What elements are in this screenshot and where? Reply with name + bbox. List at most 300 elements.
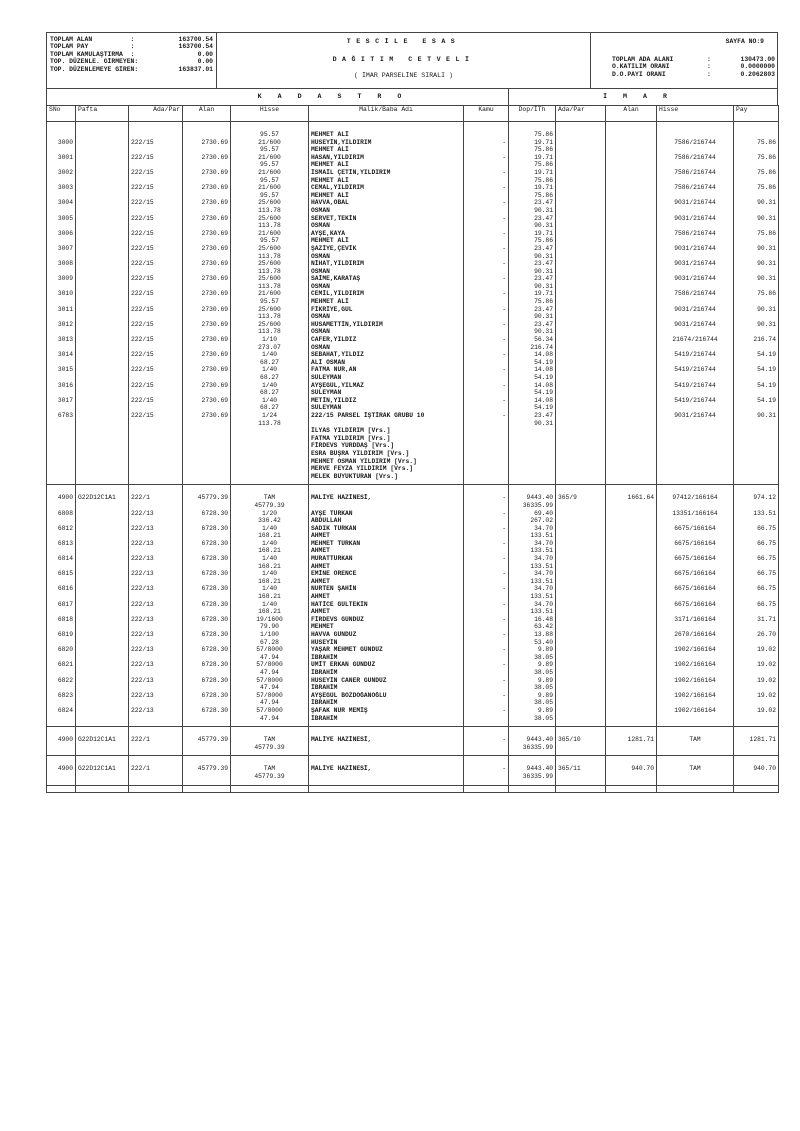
column-header: Alan	[183, 106, 231, 122]
ratio-label: O.KATILIM ORANI	[612, 63, 670, 71]
ada-par-cell	[129, 473, 183, 481]
pay-cell	[734, 639, 779, 647]
ada-par-cell	[129, 344, 183, 352]
table-row	[47, 245, 779, 253]
alan-cell: 2730.69	[183, 351, 231, 359]
hisse-cell: 95.57	[231, 122, 309, 139]
imar-ada-par-cell	[556, 359, 606, 367]
ada-par-cell	[129, 502, 183, 510]
kamu-cell	[464, 344, 509, 352]
hisse-cell: 1/40	[231, 366, 309, 374]
pay-cell	[734, 502, 779, 510]
sub-row	[47, 699, 779, 707]
pafta-cell: G22D12C1A1	[76, 727, 129, 744]
dop-cell: 90.31	[509, 313, 556, 321]
hisse-cell: 47.94	[231, 669, 309, 677]
pafta-cell	[76, 122, 129, 139]
alan-cell: 2730.69	[183, 184, 231, 192]
imar-ada-par-cell	[556, 184, 606, 192]
hisse-cell: 1/40	[231, 525, 309, 533]
table-row	[47, 661, 779, 669]
imar-hisse-cell	[657, 359, 734, 367]
sub-row	[47, 435, 779, 443]
hisse-cell: TAM	[231, 756, 309, 773]
ada-par-cell	[129, 374, 183, 382]
imar-alan-cell	[606, 404, 657, 412]
column-header: Pay	[734, 106, 779, 122]
total-label: TOPLAM PAY :	[50, 43, 135, 51]
ada-par-cell	[129, 328, 183, 336]
sno-cell	[47, 389, 76, 397]
ada-par-cell: 222/15	[129, 245, 183, 253]
imar-ada-par-cell	[556, 290, 606, 298]
dop-cell: 54.19	[509, 404, 556, 412]
imar-alan-cell	[606, 290, 657, 298]
imar-ada-par-cell	[556, 154, 606, 162]
hisse-cell: 1/10	[231, 336, 309, 344]
imar-ada-par-cell	[556, 525, 606, 533]
ada-par-cell	[129, 435, 183, 443]
pafta-cell	[76, 253, 129, 261]
kamu-cell: -	[464, 756, 509, 773]
total-label: TOP. DÜZENLEMEYE GİREN:	[50, 65, 139, 73]
ada-par-cell	[129, 608, 183, 616]
imar-hisse-cell	[657, 450, 734, 458]
imar-alan-cell	[606, 555, 657, 563]
ada-par-cell: 222/13	[129, 540, 183, 548]
imar-hisse-cell: 1902/166164	[657, 646, 734, 654]
imar-hisse-cell	[657, 684, 734, 692]
footer-cell	[47, 785, 76, 792]
table-row	[47, 555, 779, 563]
sub-row	[47, 773, 779, 781]
owner-cell: NİHAT,YILDIRIM	[309, 260, 464, 268]
sno-cell	[47, 608, 76, 616]
sub-row	[47, 374, 779, 382]
pay-cell: 66.75	[734, 555, 779, 563]
sno-cell	[47, 450, 76, 458]
dop-cell: 63.42	[509, 623, 556, 631]
imar-alan-cell: 940.70	[606, 756, 657, 773]
sno-cell: 6812	[47, 525, 76, 533]
sno-cell: 6813	[47, 540, 76, 548]
owner-cell: ŞAFAK NUR MEMİŞ	[309, 707, 464, 715]
dop-cell: 38.05	[509, 669, 556, 677]
footer-cell	[76, 785, 129, 792]
pafta-cell	[76, 184, 129, 192]
footer-cell	[231, 785, 309, 792]
hisse-cell: 95.57	[231, 298, 309, 306]
imar-ada-par-cell	[556, 593, 606, 601]
imar-alan-cell	[606, 623, 657, 631]
owner-cell: HÜSEYİN CANER GÜNDÜZ	[309, 677, 464, 685]
sno-cell	[47, 328, 76, 336]
imar-ada-par-cell	[556, 404, 606, 412]
imar-ada-par-cell	[556, 237, 606, 245]
pafta-cell	[76, 532, 129, 540]
pay-cell: 75.86	[734, 290, 779, 298]
alan-cell	[183, 177, 231, 185]
owner-cell: OSMAN	[309, 328, 464, 336]
table-row	[47, 677, 779, 685]
owner-cell: CEMAL,YILDIRIM	[309, 184, 464, 192]
kamu-cell	[464, 389, 509, 397]
sno-cell: 4900	[47, 756, 76, 773]
pafta-cell	[76, 215, 129, 223]
imar-ada-par-cell	[556, 374, 606, 382]
alan-cell: 6728.30	[183, 707, 231, 715]
hisse-cell: 168.21	[231, 608, 309, 616]
imar-hisse-cell: 9031/216744	[657, 275, 734, 283]
imar-hisse-cell: TAM	[657, 756, 734, 773]
kamu-cell	[464, 639, 509, 647]
pafta-cell	[76, 336, 129, 344]
imar-hisse-cell: 6675/166164	[657, 540, 734, 548]
pafta-cell	[76, 260, 129, 268]
pafta-cell	[76, 435, 129, 443]
kamu-cell	[464, 253, 509, 261]
dop-cell: 9443.40	[509, 485, 556, 502]
owner-cell: METİN,YILDIZ	[309, 397, 464, 405]
imar-alan-cell	[606, 351, 657, 359]
kamu-cell: -	[464, 336, 509, 344]
sub-row	[47, 593, 779, 601]
sub-row	[47, 458, 779, 466]
imar-hisse-cell	[657, 473, 734, 481]
imar-alan-cell	[606, 283, 657, 291]
imar-alan-cell	[606, 298, 657, 306]
alan-cell	[183, 435, 231, 443]
owner-cell: HÜSAMETTİN,YILDIRIM	[309, 321, 464, 329]
table-row	[47, 215, 779, 223]
sno-cell	[47, 623, 76, 631]
dop-cell: 23.47	[509, 199, 556, 207]
hisse-cell: 21/600	[231, 184, 309, 192]
pafta-cell	[76, 275, 129, 283]
dop-cell: 34.70	[509, 525, 556, 533]
imar-alan-cell	[606, 715, 657, 723]
pay-cell	[734, 442, 779, 450]
pay-cell: 940.70	[734, 756, 779, 773]
imar-alan-cell	[606, 177, 657, 185]
imar-ada-par-cell	[556, 412, 606, 420]
sno-cell: 3014	[47, 351, 76, 359]
table-row	[47, 585, 779, 593]
ada-par-cell: 222/15	[129, 139, 183, 147]
dop-cell: 19.71	[509, 154, 556, 162]
kamu-cell	[464, 699, 509, 707]
sub-row	[47, 237, 779, 245]
owner-cell: OSMAN	[309, 344, 464, 352]
pay-cell	[734, 177, 779, 185]
dop-cell: 75.86	[509, 298, 556, 306]
alan-cell: 2730.69	[183, 321, 231, 329]
imar-alan-cell	[606, 450, 657, 458]
imar-ada-par-cell	[556, 177, 606, 185]
dop-cell: 9.89	[509, 692, 556, 700]
hisse-cell: 25/600	[231, 260, 309, 268]
imar-hisse-cell: 97412/166164	[657, 485, 734, 502]
imar-ada-par-cell	[556, 540, 606, 548]
imar-hisse-cell: 1902/166164	[657, 707, 734, 715]
alan-cell	[183, 253, 231, 261]
imar-hisse-cell	[657, 458, 734, 466]
pay-cell	[734, 420, 779, 428]
ada-par-cell: 222/13	[129, 555, 183, 563]
pafta-cell	[76, 344, 129, 352]
hisse-cell: 113.78	[231, 313, 309, 321]
pay-cell: 90.31	[734, 321, 779, 329]
owner-cell: MURATTÜRKAN	[309, 555, 464, 563]
pay-cell	[734, 450, 779, 458]
ada-par-cell	[129, 313, 183, 321]
kamu-cell: -	[464, 351, 509, 359]
imar-hisse-cell	[657, 744, 734, 752]
imar-ada-par-cell	[556, 344, 606, 352]
pafta-cell	[76, 328, 129, 336]
imar-alan-cell	[606, 328, 657, 336]
imar-alan-cell	[606, 563, 657, 571]
pafta-cell	[76, 601, 129, 609]
ada-par-cell	[129, 177, 183, 185]
sub-row	[47, 744, 779, 752]
imar-alan-cell	[606, 321, 657, 329]
pafta-cell	[76, 442, 129, 450]
dop-cell: 34.70	[509, 585, 556, 593]
imar-ada-par-cell	[556, 570, 606, 578]
dop-cell: 133.51	[509, 593, 556, 601]
sno-cell: 3004	[47, 199, 76, 207]
pafta-cell	[76, 412, 129, 420]
ada-par-cell	[129, 654, 183, 662]
alan-cell	[183, 563, 231, 571]
imar-alan-cell	[606, 578, 657, 586]
pay-cell	[734, 344, 779, 352]
hisse-cell: 47.94	[231, 684, 309, 692]
hisse-cell: 1/40	[231, 555, 309, 563]
imar-hisse-cell	[657, 177, 734, 185]
imar-hisse-cell: 9031/216744	[657, 199, 734, 207]
ada-par-cell	[129, 563, 183, 571]
kamu-cell	[464, 744, 509, 752]
total-row	[50, 66, 216, 73]
imar-band-label: İMAR	[603, 93, 683, 100]
sno-cell	[47, 563, 76, 571]
imar-alan-cell	[606, 639, 657, 647]
pafta-cell	[76, 540, 129, 548]
owner-cell: CAFER,YILDIZ	[309, 336, 464, 344]
imar-ada-par-cell	[556, 146, 606, 154]
sno-cell: 6819	[47, 631, 76, 639]
pafta-cell	[76, 230, 129, 238]
record-group	[47, 122, 779, 485]
pafta-cell	[76, 389, 129, 397]
imar-hisse-cell: 7586/216744	[657, 139, 734, 147]
pafta-cell	[76, 321, 129, 329]
sno-cell	[47, 465, 76, 473]
sno-cell	[47, 669, 76, 677]
hisse-cell	[231, 427, 309, 435]
imar-alan-cell	[606, 532, 657, 540]
sno-cell	[47, 532, 76, 540]
alan-cell: 2730.69	[183, 275, 231, 283]
totals-panel	[47, 33, 217, 88]
ratio-sep: :	[707, 56, 711, 63]
alan-cell: 6728.30	[183, 555, 231, 563]
alan-cell: 2730.69	[183, 336, 231, 344]
sno-cell	[47, 222, 76, 230]
hisse-cell	[231, 465, 309, 473]
pay-cell	[734, 473, 779, 481]
imar-ada-par-cell	[556, 669, 606, 677]
sno-cell: 3008	[47, 260, 76, 268]
ratio-label: D.O.PAYI ORANI	[612, 70, 666, 78]
kamu-cell	[464, 222, 509, 230]
imar-hisse-cell	[657, 283, 734, 291]
sno-cell	[47, 715, 76, 723]
kamu-cell: -	[464, 290, 509, 298]
imar-hisse-cell: 1902/166164	[657, 692, 734, 700]
pafta-cell	[76, 654, 129, 662]
owner-cell: OSMAN	[309, 283, 464, 291]
pay-cell	[734, 744, 779, 752]
pay-cell	[734, 654, 779, 662]
imar-ada-par-cell: 365/9	[556, 485, 606, 502]
pay-cell	[734, 237, 779, 245]
pay-cell	[734, 715, 779, 723]
hisse-cell: 68.27	[231, 404, 309, 412]
pafta-cell	[76, 517, 129, 525]
imar-alan-cell	[606, 699, 657, 707]
page-number: SAYFA NO:9	[725, 38, 764, 45]
pafta-cell	[76, 585, 129, 593]
hisse-cell: 68.27	[231, 389, 309, 397]
sno-cell	[47, 654, 76, 662]
dop-cell: 75.86	[509, 146, 556, 154]
owner-cell: FATMA NUR,AN	[309, 366, 464, 374]
imar-ada-par-cell	[556, 389, 606, 397]
alan-cell: 2730.69	[183, 215, 231, 223]
dop-cell: 9.89	[509, 707, 556, 715]
ada-par-cell	[129, 639, 183, 647]
imar-alan-cell	[606, 374, 657, 382]
imar-ada-par-cell	[556, 677, 606, 685]
imar-ada-par-cell	[556, 260, 606, 268]
kamu-cell	[464, 427, 509, 435]
pafta-cell	[76, 773, 129, 781]
hisse-cell	[231, 435, 309, 443]
sub-row	[47, 207, 779, 215]
owner-cell: MERVE FEYZA YILDIRIM [Vrs.]	[309, 465, 464, 473]
hisse-cell: 168.21	[231, 578, 309, 586]
pay-cell	[734, 578, 779, 586]
ada-par-cell: 222/15	[129, 382, 183, 390]
total-row	[50, 43, 216, 50]
imar-ada-par-cell	[556, 215, 606, 223]
kamu-cell: -	[464, 727, 509, 744]
alan-cell: 45779.39	[183, 756, 231, 773]
kamu-cell	[464, 593, 509, 601]
sub-row	[47, 517, 779, 525]
alan-cell	[183, 122, 231, 139]
alan-cell	[183, 744, 231, 752]
ada-par-cell	[129, 684, 183, 692]
table-row	[47, 525, 779, 533]
alan-cell	[183, 578, 231, 586]
imar-ada-par-cell	[556, 578, 606, 586]
dop-cell	[509, 442, 556, 450]
ada-par-cell	[129, 253, 183, 261]
ada-par-cell: 222/15	[129, 275, 183, 283]
sub-row	[47, 253, 779, 261]
imar-hisse-cell: 5419/216744	[657, 366, 734, 374]
owner-cell: ABDULLAH	[309, 517, 464, 525]
sub-row	[47, 177, 779, 185]
dop-cell: 9.89	[509, 677, 556, 685]
sub-row	[47, 684, 779, 692]
pay-cell: 90.31	[734, 306, 779, 314]
table-row	[47, 540, 779, 548]
ada-par-cell: 222/1	[129, 727, 183, 744]
kamu-cell: -	[464, 570, 509, 578]
pafta-cell	[76, 555, 129, 563]
ada-par-cell: 222/13	[129, 616, 183, 624]
pay-cell	[734, 207, 779, 215]
imar-hisse-cell: 1902/166164	[657, 661, 734, 669]
imar-ada-par-cell	[556, 306, 606, 314]
ada-par-cell: 222/1	[129, 485, 183, 502]
kamu-cell: -	[464, 631, 509, 639]
owner-cell: OSMAN	[309, 207, 464, 215]
ada-par-cell: 222/15	[129, 321, 183, 329]
table-row	[47, 260, 779, 268]
pay-cell: 133.51	[734, 510, 779, 518]
sno-cell: 6824	[47, 707, 76, 715]
imar-hisse-cell	[657, 773, 734, 781]
hisse-cell: 25/600	[231, 275, 309, 283]
ada-par-cell: 222/1	[129, 756, 183, 773]
ada-par-cell: 222/13	[129, 570, 183, 578]
pay-cell	[734, 253, 779, 261]
imar-ada-par-cell	[556, 336, 606, 344]
pay-cell	[734, 684, 779, 692]
pafta-cell	[76, 161, 129, 169]
table-row	[47, 351, 779, 359]
imar-ada-par-cell	[556, 298, 606, 306]
imar-alan-cell	[606, 199, 657, 207]
imar-alan-cell	[606, 389, 657, 397]
imar-hisse-cell	[657, 313, 734, 321]
dop-cell: 267.02	[509, 517, 556, 525]
imar-alan-cell	[606, 677, 657, 685]
imar-hisse-cell	[657, 222, 734, 230]
hisse-cell: 25/600	[231, 321, 309, 329]
hisse-cell: 45779.39	[231, 773, 309, 781]
imar-ada-par-cell	[556, 744, 606, 752]
hisse-cell: 95.57	[231, 161, 309, 169]
sno-cell: 3006	[47, 230, 76, 238]
imar-ada-par-cell	[556, 382, 606, 390]
kamu-cell: -	[464, 154, 509, 162]
imar-alan-cell: 1281.71	[606, 727, 657, 744]
owner-cell: SAİME,KARATAŞ	[309, 275, 464, 283]
imar-alan-cell	[606, 359, 657, 367]
kamu-cell: -	[464, 139, 509, 147]
ratio-value: 0.2062803	[740, 70, 775, 78]
imar-ada-par-cell	[556, 646, 606, 654]
imar-alan-cell	[606, 161, 657, 169]
owner-cell: İBRAHİM	[309, 669, 464, 677]
